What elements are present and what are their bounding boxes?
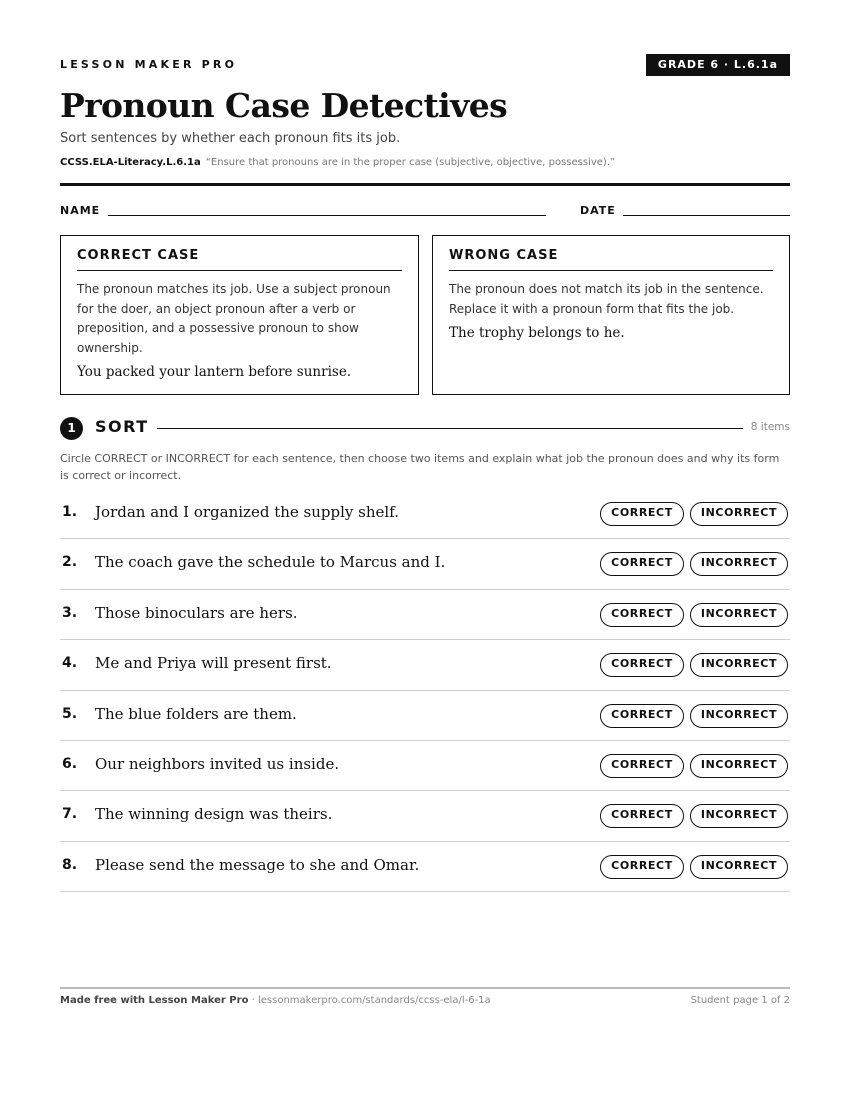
correct-choice-button[interactable]: CORRECT	[600, 754, 684, 778]
section-divider	[157, 428, 743, 429]
page-subtitle: Sort sentences by whether each pronoun fits its job.	[60, 131, 401, 146]
wrong-case-heading: WRONG CASE	[449, 248, 773, 271]
item-sentence: The coach gave the schedule to Marcus and I.	[95, 553, 446, 572]
sort-item	[60, 842, 790, 892]
date-label: DATE	[580, 204, 616, 217]
item-number: 4.	[62, 655, 78, 672]
sort-item	[60, 691, 790, 741]
correct-case-example: You packed your lantern before sunrise.	[77, 364, 352, 380]
footer-url: · lessonmakerpro.com/standards/ccss-ela/l-6-1a	[248, 995, 491, 1006]
correct-case-description: The pronoun matches its job. Use a subject pronoun for the doer, an object pronoun after a verb or preposition, and a possessive pronoun to show ownership.	[77, 282, 391, 355]
sort-item	[60, 741, 790, 791]
incorrect-choice-button[interactable]: INCORRECT	[690, 603, 788, 627]
incorrect-choice-button[interactable]: INCORRECT	[690, 502, 788, 526]
item-number: 3.	[62, 604, 78, 621]
incorrect-choice-button[interactable]: INCORRECT	[690, 804, 788, 828]
wrong-case-description: The pronoun does not match its job in the sentence. Replace it with a pronoun form that fits the job.	[449, 282, 764, 316]
incorrect-choice-button[interactable]: INCORRECT	[690, 754, 788, 778]
page-title: Pronoun Case Detectives	[60, 86, 508, 125]
standard-text: “Ensure that pronouns are in the proper case (subjective, objective, possessive).”	[205, 157, 616, 168]
sort-item	[60, 640, 790, 690]
item-sentence: Those binoculars are hers.	[95, 603, 298, 622]
incorrect-choice-button[interactable]: INCORRECT	[690, 855, 788, 879]
item-sentence: Me and Priya will present first.	[95, 654, 332, 673]
correct-choice-button[interactable]: CORRECT	[600, 552, 684, 576]
footer-made-with: Made free with Lesson Maker Pro	[60, 995, 249, 1006]
correct-choice-button[interactable]: CORRECT	[600, 804, 684, 828]
sort-item	[60, 791, 790, 841]
item-sentence: The blue folders are them.	[95, 704, 297, 723]
header-divider	[60, 183, 790, 186]
standard-line	[60, 157, 615, 168]
incorrect-choice-button[interactable]: INCORRECT	[690, 653, 788, 677]
name-field[interactable]	[108, 215, 546, 216]
item-sentence: Our neighbors invited us inside.	[95, 754, 340, 773]
item-number: 1.	[62, 504, 78, 520]
item-sentence: Please send the message to she and Omar.	[95, 855, 420, 874]
grade-badge: GRADE 6 · L.6.1a	[646, 54, 790, 76]
item-sentence: Jordan and I organized the supply shelf.	[95, 503, 399, 521]
footer-divider	[60, 987, 790, 989]
correct-choice-button[interactable]: CORRECT	[600, 603, 684, 627]
incorrect-choice-button[interactable]: INCORRECT	[690, 552, 788, 576]
correct-choice-button[interactable]: CORRECT	[600, 704, 684, 728]
sort-item	[60, 539, 790, 589]
wrong-case-box	[432, 235, 790, 395]
sort-item	[60, 489, 790, 539]
item-number: 8.	[62, 856, 78, 873]
item-number: 7.	[62, 806, 78, 823]
footer-page-number: Student page 1 of 2	[690, 995, 790, 1006]
name-label: NAME	[60, 204, 101, 217]
correct-choice-button[interactable]: CORRECT	[600, 855, 684, 879]
correct-choice-button[interactable]: CORRECT	[600, 653, 684, 677]
sort-item	[60, 590, 790, 640]
footer-credit	[60, 995, 491, 1006]
item-sentence: The winning design was theirs.	[95, 805, 333, 824]
correct-case-heading: CORRECT CASE	[77, 248, 402, 271]
correct-case-box	[60, 235, 419, 395]
brand-name: LESSON MAKER PRO	[60, 58, 238, 71]
item-number: 2.	[62, 554, 78, 571]
date-field[interactable]	[623, 215, 790, 216]
section-instructions: Circle CORRECT or INCORRECT for each sentence, then choose two items and explain what job the pronoun does and why its form is correct or incorrect.	[60, 452, 780, 482]
item-count: 8 items	[750, 421, 790, 433]
sort-item-list	[60, 489, 790, 892]
item-number: 6.	[62, 755, 78, 772]
section-title: SORT	[95, 417, 149, 436]
item-number: 5.	[62, 705, 78, 722]
correct-choice-button[interactable]: CORRECT	[600, 502, 684, 526]
wrong-case-example: The trophy belongs to he.	[449, 325, 625, 341]
section-number-badge: 1	[60, 417, 83, 440]
incorrect-choice-button[interactable]: INCORRECT	[690, 704, 788, 728]
standard-code: CCSS.ELA-Literacy.L.6.1a	[60, 157, 201, 168]
